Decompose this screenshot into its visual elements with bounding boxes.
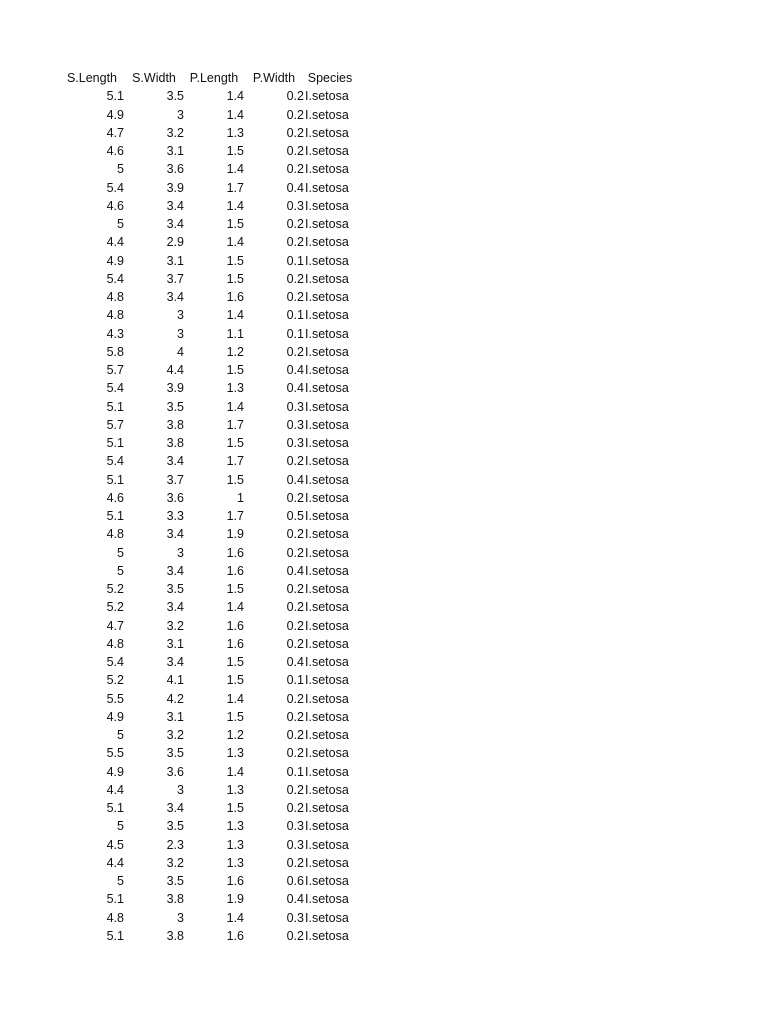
cell-s-width: 4	[177, 344, 184, 359]
cell-p-width: 0.2	[286, 290, 304, 304]
cell-species: I.setosa	[305, 162, 349, 177]
cell-p-width: 0.2	[286, 527, 304, 542]
cell-s-length: 4.8	[106, 527, 124, 542]
table-row	[60, 927, 356, 945]
cell-species: I.setosa	[305, 563, 349, 578]
table-row	[60, 617, 356, 635]
cell-s-length: 5	[117, 545, 124, 560]
cell-species: I.setosa	[305, 855, 349, 870]
table-row	[60, 452, 356, 470]
cell-s-width: 3.4	[166, 655, 184, 669]
cell-p-width: 0.3	[286, 399, 304, 414]
table-row	[60, 562, 356, 580]
cell-species: I.setosa	[305, 892, 349, 907]
cell-s-width: 3	[177, 545, 184, 560]
cell-p-length: 1.3	[226, 746, 244, 761]
table-row	[60, 106, 356, 124]
cell-p-width: 0.3	[286, 436, 304, 450]
cell-species: I.setosa	[305, 582, 349, 596]
table-row	[60, 854, 356, 872]
cell-species: I.setosa	[305, 527, 349, 542]
table-row	[60, 215, 356, 233]
cell-p-length: 1.2	[226, 728, 244, 742]
table-row	[60, 471, 356, 489]
cell-s-length: 4.6	[106, 490, 124, 505]
cell-s-width: 3.8	[166, 928, 184, 943]
cell-s-length: 5.5	[106, 691, 124, 706]
cell-s-width: 3.2	[166, 125, 184, 140]
table-row	[60, 124, 356, 142]
cell-p-width: 0.1	[286, 308, 304, 323]
table-row	[60, 726, 356, 744]
cell-species: I.setosa	[305, 381, 349, 396]
cell-p-length: 1.4	[226, 691, 244, 706]
cell-s-width: 3	[177, 910, 184, 925]
cell-s-length: 5.4	[106, 381, 124, 396]
cell-species: I.setosa	[305, 709, 349, 724]
cell-p-length: 1.4	[226, 89, 244, 104]
cell-p-length: 1.2	[226, 344, 244, 359]
cell-s-width: 3.8	[166, 436, 184, 450]
cell-s-width: 4.1	[166, 673, 184, 688]
cell-species: I.setosa	[305, 509, 349, 523]
cell-s-length: 5	[117, 728, 124, 742]
cell-p-length: 1.5	[226, 709, 244, 724]
cell-p-width: 0.2	[286, 344, 304, 359]
data-sheet	[60, 69, 356, 945]
cell-s-width: 3.5	[166, 819, 184, 834]
cell-s-width: 3.5	[166, 582, 184, 596]
cell-s-length: 4.4	[106, 235, 124, 250]
cell-p-length: 1.6	[226, 928, 244, 943]
cell-p-length: 1.6	[226, 636, 244, 651]
cell-s-length: 5.4	[106, 655, 124, 669]
cell-species: I.setosa	[305, 180, 349, 195]
cell-s-width: 3.7	[166, 271, 184, 286]
cell-species: I.setosa	[305, 344, 349, 359]
cell-p-width: 0.3	[286, 198, 304, 213]
cell-p-length: 1.7	[226, 180, 244, 195]
cell-p-width: 0.2	[286, 162, 304, 177]
cell-s-length: 4.4	[106, 855, 124, 870]
cell-p-length: 1.3	[226, 837, 244, 852]
cell-species: I.setosa	[305, 144, 349, 158]
cell-species: I.setosa	[305, 691, 349, 706]
cell-p-length: 1.4	[226, 107, 244, 122]
cell-p-length: 1.3	[226, 819, 244, 834]
cell-p-length: 1.5	[226, 472, 244, 487]
table-row	[60, 252, 356, 270]
cell-species: I.setosa	[305, 290, 349, 304]
cell-s-width: 3.8	[166, 892, 184, 907]
table-row	[60, 398, 356, 416]
cell-s-length: 5.2	[106, 673, 124, 688]
cell-species: I.setosa	[305, 271, 349, 286]
cell-s-length: 5.7	[106, 363, 124, 377]
cell-s-length: 5.4	[106, 271, 124, 286]
cell-species: I.setosa	[305, 764, 349, 779]
cell-p-length: 1.4	[226, 399, 244, 414]
table-row	[60, 270, 356, 288]
cell-p-width: 0.2	[286, 600, 304, 615]
cell-p-width: 0.2	[286, 271, 304, 286]
header-p-width: P.Width	[252, 71, 296, 85]
cell-s-width: 3	[177, 308, 184, 323]
cell-species: I.setosa	[305, 837, 349, 852]
cell-species: I.setosa	[305, 436, 349, 450]
cell-s-length: 4.8	[106, 636, 124, 651]
cell-s-length: 4.5	[106, 837, 124, 852]
cell-s-length: 5.1	[106, 928, 124, 943]
cell-p-length: 1	[237, 490, 244, 505]
cell-species: I.setosa	[305, 308, 349, 323]
cell-species: I.setosa	[305, 782, 349, 797]
cell-s-width: 3.6	[166, 490, 184, 505]
cell-p-length: 1.4	[226, 764, 244, 779]
cell-s-width: 3.5	[166, 746, 184, 761]
cell-s-length: 5.1	[106, 509, 124, 523]
cell-p-width: 0.4	[286, 180, 304, 195]
cell-s-width: 3.1	[166, 709, 184, 724]
cell-species: I.setosa	[305, 363, 349, 377]
cell-p-length: 1.5	[226, 217, 244, 231]
table-row	[60, 142, 356, 160]
cell-s-length: 5.4	[106, 454, 124, 469]
cell-species: I.setosa	[305, 545, 349, 560]
cell-s-width: 3.4	[166, 217, 184, 231]
cell-p-width: 0.2	[286, 125, 304, 140]
iris-table	[60, 69, 356, 945]
cell-p-width: 0.2	[286, 855, 304, 870]
cell-s-length: 5.7	[106, 417, 124, 432]
cell-p-width: 0.4	[286, 472, 304, 487]
table-row	[60, 690, 356, 708]
cell-species: I.setosa	[305, 198, 349, 213]
cell-s-length: 4.6	[106, 144, 124, 158]
cell-p-width: 0.1	[286, 764, 304, 779]
cell-s-length: 5.2	[106, 600, 124, 615]
table-row	[60, 544, 356, 562]
cell-species: I.setosa	[305, 874, 349, 888]
cell-s-length: 4.4	[106, 782, 124, 797]
cell-s-length: 5.1	[106, 399, 124, 414]
cell-p-length: 1.6	[226, 563, 244, 578]
cell-s-length: 5.4	[106, 180, 124, 195]
cell-s-width: 3.4	[166, 563, 184, 578]
cell-s-width: 3	[177, 107, 184, 122]
cell-p-width: 0.2	[286, 728, 304, 742]
cell-s-length: 5.2	[106, 582, 124, 596]
cell-s-width: 3.5	[166, 874, 184, 888]
cell-species: I.setosa	[305, 655, 349, 669]
table-body	[60, 87, 356, 945]
cell-species: I.setosa	[305, 253, 349, 268]
table-row	[60, 434, 356, 452]
cell-p-width: 0.2	[286, 582, 304, 596]
cell-species: I.setosa	[305, 217, 349, 231]
cell-s-length: 5.1	[106, 801, 124, 815]
cell-s-length: 4.9	[106, 107, 124, 122]
cell-p-length: 1.9	[226, 527, 244, 542]
table-row	[60, 872, 356, 890]
cell-species: I.setosa	[305, 819, 349, 834]
table-row	[60, 525, 356, 543]
cell-s-length: 5.5	[106, 746, 124, 761]
header-s-length: S.Length	[66, 71, 118, 85]
cell-p-width: 0.5	[286, 509, 304, 523]
cell-p-width: 0.4	[286, 381, 304, 396]
cell-p-length: 1.4	[226, 198, 244, 213]
cell-s-width: 3.2	[166, 728, 184, 742]
table-row	[60, 890, 356, 908]
table-row	[60, 361, 356, 379]
cell-p-length: 1.5	[226, 363, 244, 377]
cell-p-length: 1.6	[226, 290, 244, 304]
cell-p-length: 1.7	[226, 509, 244, 523]
cell-s-width: 3.4	[166, 600, 184, 615]
cell-s-length: 5	[117, 162, 124, 177]
cell-species: I.setosa	[305, 472, 349, 487]
cell-p-length: 1.5	[226, 582, 244, 596]
table-row	[60, 708, 356, 726]
cell-p-width: 0.2	[286, 490, 304, 505]
cell-s-width: 3.5	[166, 89, 184, 104]
cell-p-width: 0.2	[286, 454, 304, 469]
cell-p-length: 1.4	[226, 600, 244, 615]
cell-p-length: 1.4	[226, 910, 244, 925]
cell-s-length: 5.1	[106, 436, 124, 450]
table-row	[60, 909, 356, 927]
cell-species: I.setosa	[305, 326, 349, 341]
table-row	[60, 817, 356, 835]
cell-s-width: 3	[177, 782, 184, 797]
cell-s-width: 3.4	[166, 290, 184, 304]
cell-p-width: 0.3	[286, 910, 304, 925]
cell-s-width: 3.7	[166, 472, 184, 487]
cell-p-length: 1.7	[226, 417, 244, 432]
cell-s-width: 3.4	[166, 198, 184, 213]
cell-p-length: 1.4	[226, 235, 244, 250]
table-row	[60, 160, 356, 178]
cell-s-width: 3	[177, 326, 184, 341]
cell-p-width: 0.2	[286, 801, 304, 815]
cell-p-width: 0.4	[286, 563, 304, 578]
cell-s-length: 5.8	[106, 344, 124, 359]
cell-p-length: 1.5	[226, 801, 244, 815]
cell-s-width: 3.2	[166, 855, 184, 870]
table-row	[60, 343, 356, 361]
cell-species: I.setosa	[305, 636, 349, 651]
cell-p-length: 1.3	[226, 381, 244, 396]
cell-species: I.setosa	[305, 89, 349, 104]
cell-s-length: 4.9	[106, 709, 124, 724]
cell-p-width: 0.1	[286, 253, 304, 268]
cell-species: I.setosa	[305, 673, 349, 688]
cell-s-length: 5	[117, 563, 124, 578]
cell-species: I.setosa	[305, 728, 349, 742]
cell-p-width: 0.1	[286, 673, 304, 688]
cell-p-width: 0.4	[286, 892, 304, 907]
cell-species: I.setosa	[305, 600, 349, 615]
cell-p-width: 0.2	[286, 691, 304, 706]
cell-s-length: 5	[117, 217, 124, 231]
table-row	[60, 325, 356, 343]
cell-s-width: 3.1	[166, 144, 184, 158]
cell-p-width: 0.2	[286, 217, 304, 231]
cell-p-length: 1.5	[226, 655, 244, 669]
cell-s-width: 4.2	[166, 691, 184, 706]
cell-p-length: 1.4	[226, 162, 244, 177]
cell-s-width: 3.3	[166, 509, 184, 523]
cell-species: I.setosa	[305, 490, 349, 505]
cell-p-width: 0.2	[286, 144, 304, 158]
table-row	[60, 233, 356, 251]
cell-species: I.setosa	[305, 801, 349, 815]
table-row	[60, 197, 356, 215]
cell-species: I.setosa	[305, 417, 349, 432]
table-row	[60, 763, 356, 781]
table-row	[60, 836, 356, 854]
cell-s-width: 2.3	[166, 837, 184, 852]
cell-p-length: 1.3	[226, 782, 244, 797]
header-row	[60, 69, 356, 87]
cell-p-width: 0.2	[286, 782, 304, 797]
cell-s-width: 4.4	[166, 363, 184, 377]
cell-species: I.setosa	[305, 454, 349, 469]
cell-p-length: 1.5	[226, 271, 244, 286]
header-species: Species	[307, 71, 353, 85]
cell-p-width: 0.2	[286, 545, 304, 560]
cell-s-width: 3.5	[166, 399, 184, 414]
table-row	[60, 580, 356, 598]
cell-p-length: 1.5	[226, 436, 244, 450]
cell-s-length: 4.9	[106, 764, 124, 779]
table-row	[60, 799, 356, 817]
table-row	[60, 744, 356, 762]
cell-p-length: 1.1	[226, 326, 244, 341]
cell-s-length: 4.8	[106, 910, 124, 925]
cell-p-length: 1.6	[226, 545, 244, 560]
table-row	[60, 653, 356, 671]
cell-p-width: 0.3	[286, 819, 304, 834]
cell-s-length: 4.7	[106, 125, 124, 140]
table-row	[60, 489, 356, 507]
cell-s-width: 3.6	[166, 162, 184, 177]
table-row	[60, 635, 356, 653]
cell-p-length: 1.5	[226, 673, 244, 688]
cell-p-width: 0.3	[286, 417, 304, 432]
cell-s-length: 5	[117, 874, 124, 888]
cell-p-width: 0.2	[286, 107, 304, 122]
header-p-length: P.Length	[189, 71, 239, 85]
cell-p-length: 1.5	[226, 253, 244, 268]
cell-p-length: 1.3	[226, 855, 244, 870]
cell-p-length: 1.9	[226, 892, 244, 907]
table-row	[60, 288, 356, 306]
cell-s-length: 5.1	[106, 472, 124, 487]
cell-p-length: 1.6	[226, 874, 244, 888]
table-row	[60, 87, 356, 105]
table-row	[60, 781, 356, 799]
cell-p-length: 1.6	[226, 618, 244, 633]
cell-species: I.setosa	[305, 618, 349, 633]
cell-s-length: 5	[117, 819, 124, 834]
cell-s-length: 5.1	[106, 892, 124, 907]
cell-p-length: 1.3	[226, 125, 244, 140]
cell-s-length: 4.7	[106, 618, 124, 633]
cell-p-length: 1.5	[226, 144, 244, 158]
cell-s-width: 3.8	[166, 417, 184, 432]
cell-s-width: 3.1	[166, 253, 184, 268]
cell-p-width: 0.1	[286, 326, 304, 341]
table-row	[60, 306, 356, 324]
cell-p-width: 0.4	[286, 655, 304, 669]
cell-p-width: 0.2	[286, 235, 304, 250]
cell-p-width: 0.2	[286, 89, 304, 104]
cell-s-width: 3.4	[166, 801, 184, 815]
cell-species: I.setosa	[305, 125, 349, 140]
header-s-width: S.Width	[132, 71, 176, 85]
cell-s-width: 2.9	[166, 235, 184, 250]
cell-s-length: 5.1	[106, 89, 124, 104]
cell-species: I.setosa	[305, 107, 349, 122]
cell-p-width: 0.6	[286, 874, 304, 888]
cell-species: I.setosa	[305, 910, 349, 925]
cell-p-width: 0.2	[286, 928, 304, 943]
cell-species: I.setosa	[305, 235, 349, 250]
cell-s-width: 3.1	[166, 636, 184, 651]
cell-p-width: 0.2	[286, 618, 304, 633]
table-row	[60, 598, 356, 616]
table-row	[60, 507, 356, 525]
cell-s-width: 3.2	[166, 618, 184, 633]
cell-s-length: 4.9	[106, 253, 124, 268]
cell-species: I.setosa	[305, 399, 349, 414]
cell-s-width: 3.9	[166, 180, 184, 195]
cell-s-width: 3.6	[166, 764, 184, 779]
cell-s-length: 4.8	[106, 290, 124, 304]
cell-s-length: 4.3	[106, 326, 124, 341]
table-row	[60, 416, 356, 434]
table-row	[60, 379, 356, 397]
cell-p-width: 0.3	[286, 837, 304, 852]
cell-p-length: 1.4	[226, 308, 244, 323]
cell-p-width: 0.4	[286, 363, 304, 377]
cell-p-length: 1.7	[226, 454, 244, 469]
cell-p-width: 0.2	[286, 746, 304, 761]
cell-s-width: 3.9	[166, 381, 184, 396]
cell-s-width: 3.4	[166, 454, 184, 469]
cell-s-width: 3.4	[166, 527, 184, 542]
cell-s-length: 4.8	[106, 308, 124, 323]
cell-species: I.setosa	[305, 928, 349, 943]
cell-s-length: 4.6	[106, 198, 124, 213]
cell-species: I.setosa	[305, 746, 349, 761]
cell-p-width: 0.2	[286, 709, 304, 724]
cell-p-width: 0.2	[286, 636, 304, 651]
table-row	[60, 671, 356, 689]
table-row	[60, 179, 356, 197]
